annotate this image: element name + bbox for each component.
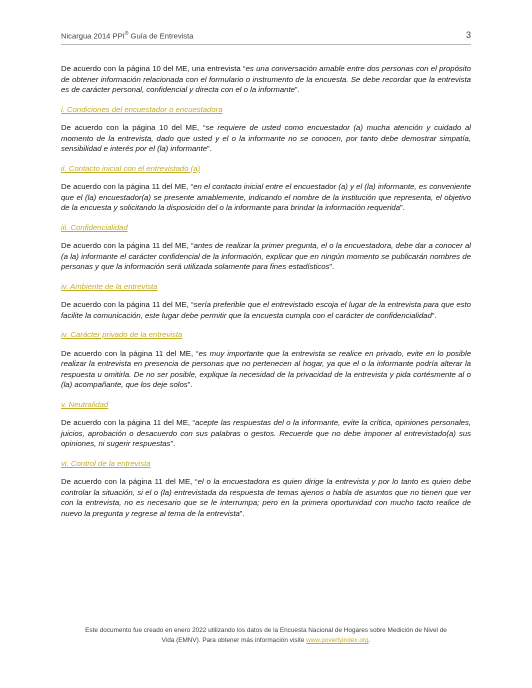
section-heading: v. Neutralidad (61, 399, 109, 409)
paragraph-lead: De acuerdo con la página 11 del ME, “ (61, 348, 199, 358)
section-confidencialidad (61, 223, 471, 273)
paragraph-tail: ”. (170, 439, 176, 448)
footer-line-2-prefix: Vida (EMNV). Para obtener más información visite (161, 637, 307, 644)
footer-line-1: Este documento fue creado en enero 2022 utilizando los datos de la Encuesta Nacional de Hogares sobre Medición de Nivel de (85, 627, 447, 634)
paragraph-quote: el o la encuestadora es quien dirige la entrevista y por lo tanto es quien debe controlar la situación, si el o (la) entrevistada da respuesta de temas ajenos o habla de asuntos que no tienen que ver con la entrevista, no es necesario que se le interrumpa; pero en la primera oportunidad con mucho tacto realice de nuevo la pregunta y regrese al tema de la entrevista (61, 477, 472, 518)
paragraph-lead: De acuerdo con la página 10 del ME, “ (61, 123, 206, 132)
paragraph-tail: ”. (207, 144, 212, 153)
paragraph-lead: De acuerdo con la página 11 del ME, “ (61, 418, 196, 427)
paragraph-lead: De acuerdo con la página 11 del ME, “ (61, 241, 194, 250)
paragraph-lead: De acuerdo con la página 11 del ME, “ (61, 477, 198, 486)
registered-mark: ® (124, 31, 129, 37)
paragraph-tail: ”. (329, 262, 335, 271)
page-header (61, 31, 471, 43)
paragraph-quote: sería preferible que el entrevistado escoja el lugar de la entrevista para que esto facilite la comunicación, este lugar debe permitir que la encuesta cumpla con el carácter de confidencialidad (61, 300, 471, 320)
page-number: 3 (465, 30, 471, 40)
header-divider (61, 44, 471, 45)
title-suffix: Guía de Entrevista (128, 31, 194, 41)
paragraph-quote: se requiere de usted como encuestador (a) mucha atención y cuidado al momento de la entrevista, dado que usted y el o la informante no se conocen, por tanto debe demostrar simpatía, sensibilidad e interés por el (la) informante (61, 123, 471, 153)
paragraph-tail: ”. (431, 310, 437, 320)
section-paragraph (61, 418, 471, 450)
title-prefix: Nicargua 2014 PPI (61, 31, 125, 41)
section-caracter-privado (61, 330, 471, 391)
section-paragraph (61, 182, 471, 214)
section-heading: i. Condiciones del encuestador o encuestadora (61, 104, 223, 114)
section-paragraph (61, 349, 471, 391)
section-heading: iv. Carácter privado de la entrevista (61, 330, 183, 339)
section-paragraph (61, 123, 471, 155)
section-heading: iii. Confidencialidad (61, 222, 128, 232)
paragraph-tail: ”. (187, 380, 193, 389)
intro-tail: ”. (294, 85, 300, 94)
paragraph-quote: acepte las respuestas del o la informante, evite la crítica, opiniones personales, juicios, aprobación o desacuerdo con sus palabras o gestos. Recuerde que no debe imponer al entrevistado(a) sus opiniones, ni sugerir respuestas (61, 418, 472, 448)
section-contacto-inicial (61, 164, 471, 214)
paragraph-lead: De acuerdo con la página 11 del ME, “ (61, 182, 194, 191)
intro-paragraph (61, 64, 471, 96)
section-heading: iv. Ambiente de la entrevista (61, 281, 158, 291)
page-footer (61, 626, 471, 646)
document-body (61, 64, 471, 519)
section-heading: vi. Control de la entrevista (61, 458, 151, 468)
document-title (61, 31, 193, 41)
section-heading: ii. Contacto inicial con el entrevistado (a) (61, 163, 201, 173)
footer-line-2-suffix: . (368, 637, 371, 644)
paragraph-tail: ”. (239, 508, 245, 518)
povertyindex-link[interactable]: www.povertyindex.org (306, 637, 369, 644)
paragraph-tail: ”. (400, 203, 405, 212)
section-control (61, 459, 471, 520)
footer-line-2 (61, 636, 471, 646)
section-paragraph (61, 477, 471, 519)
intro-quote: es una conversación amable entre dos personas con el propósito de obtener información relacionada con el formulario o instrumento de la encuesta. Se debe recordar que la entrevista es de carácter personal, confidencial y directa con el o la informante (61, 64, 471, 94)
paragraph-quote: es muy importante que la entrevista se realice en privado, evite en lo posible realizar la entrevista en presencia de personas que no pertenecen al hogar, ya que el o la informante podría alterar la respuesta u omitirla. De no ser posible, explique la necesidad de la privacidad de la entrevista y pida cortésmente al o (la) acompañante, que los deje solos (61, 348, 471, 389)
intro-lead: De acuerdo con la página 10 del ME, una entrevista “ (61, 64, 246, 73)
section-neutralidad (61, 400, 471, 450)
paragraph-quote: en el contacto inicial entre el encuestador (a) y el (la) informante, es conveniente que el (la) encuestador(a) se presente amablemente, indicando el nombre de la institución que representa, el objetivo de la encuesta y solicitando la disposición del o la informante para brindar la información requerida (61, 182, 471, 212)
section-paragraph (61, 241, 471, 273)
section-condiciones (61, 105, 471, 155)
section-ambiente (61, 282, 471, 322)
paragraph-lead: De acuerdo con la página 11 del ME, “ (61, 300, 194, 309)
paragraph-quote: antes de realizar la primer pregunta, el o la encuestadora, debe dar a conocer al (a la) informante el carácter confidencial de la información, explicar que en ningún momento se publicarán nombres de personas y que la información será utilizada solamente para fines estadísticos (61, 241, 471, 271)
section-paragraph (61, 300, 471, 321)
